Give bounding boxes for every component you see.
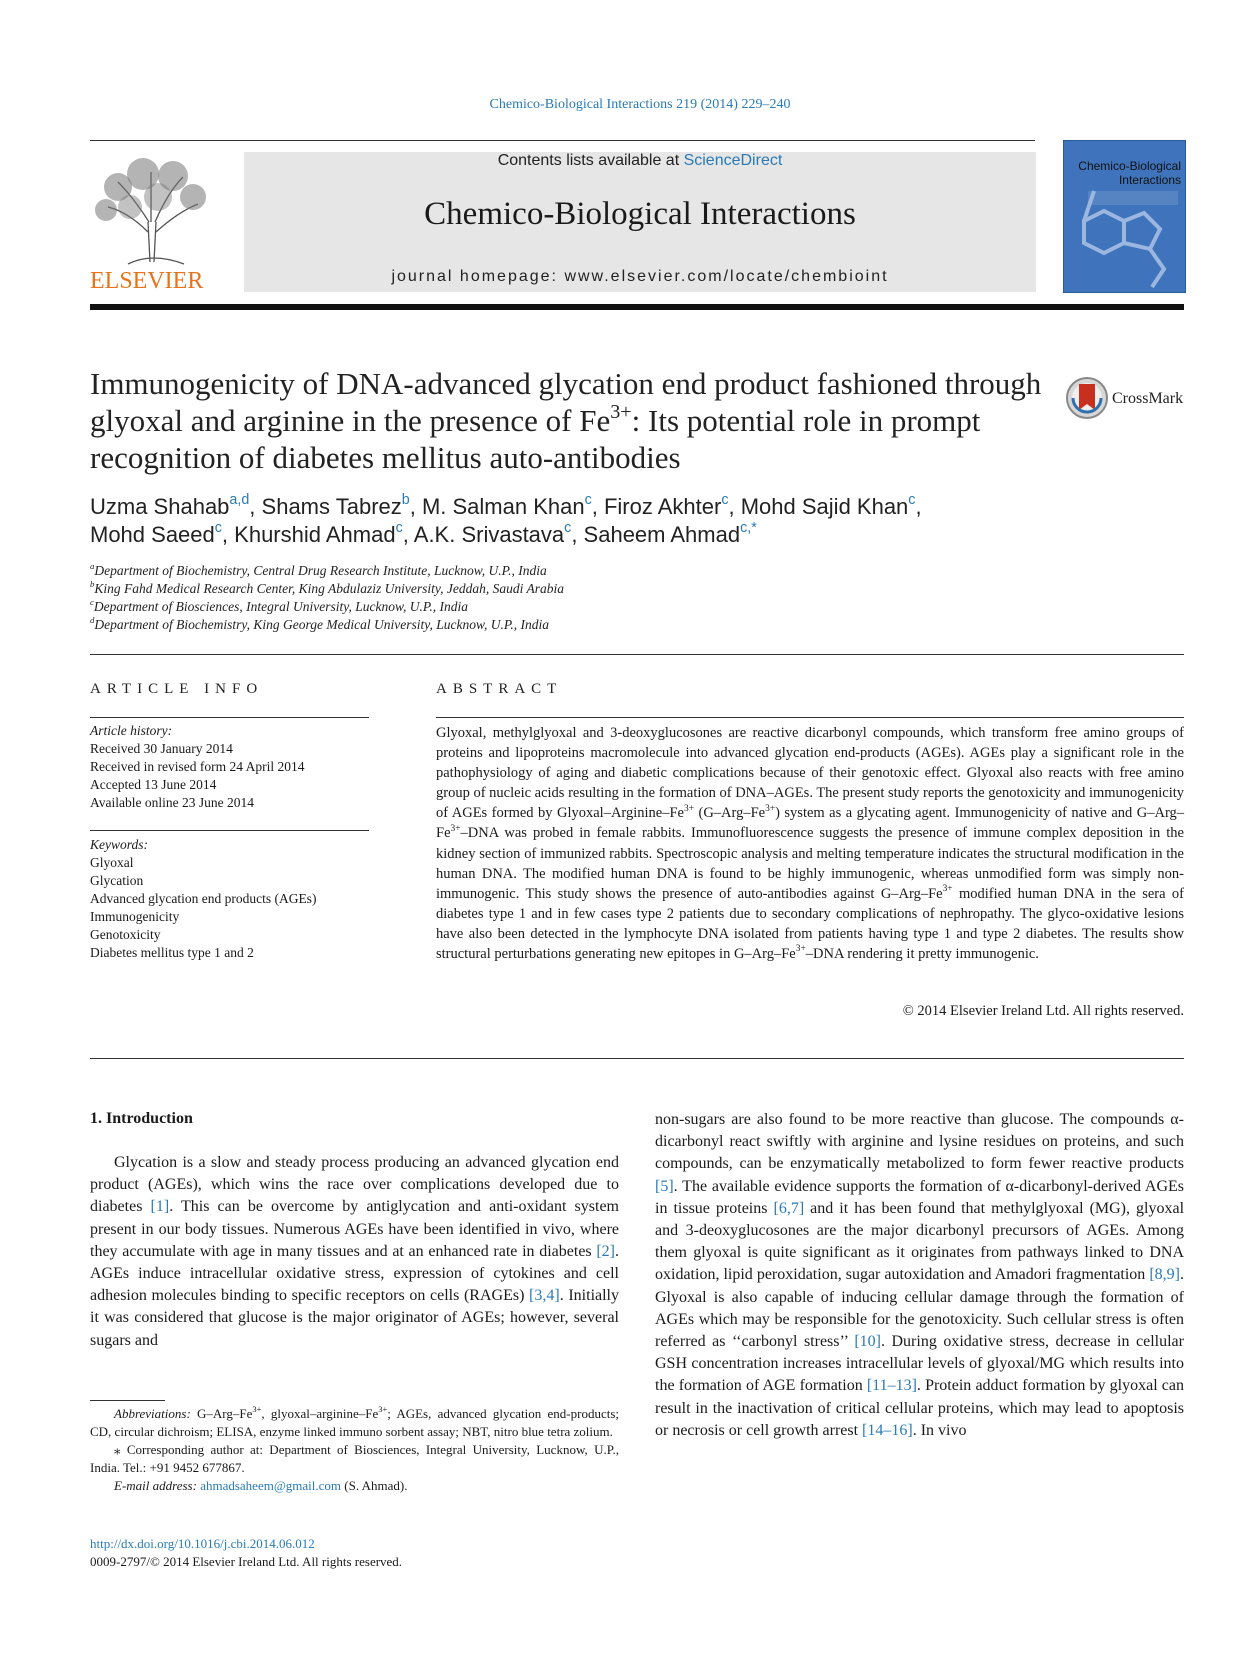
author: Uzma Shahab$^{a,d}$, (90, 492, 262, 519)
author: Khurshid Ahmad$^c$, (234, 520, 414, 547)
issn-copyright: 0009-2797/© 2014 Elsevier Ireland Ltd. All rights reserved. (90, 1554, 403, 1569)
email-footnote: E-mail address: ahmadsaheem@gmail.com (S. Ahmad). (114, 1478, 408, 1493)
keyword: Glycation (90, 873, 144, 888)
affiliation: $^c$Department of Biosciences, Integral University, Lucknow, U.P., India (90, 596, 468, 614)
author: A.K. Srivastava$^c$, (413, 520, 584, 547)
article-history (90, 722, 370, 812)
history-item: Accepted 13 June 2014 (90, 777, 217, 792)
affiliation: $^a$Department of Biochemistry, Central Drug Research Institute, Lucknow, U.P., India (90, 560, 547, 578)
abstract-rule (436, 717, 1184, 718)
citation-link[interactable]: [10] (854, 1333, 881, 1351)
abstract-heading: ABSTRACT (436, 681, 563, 697)
article-info-rule (90, 717, 369, 718)
title-superscript: 3+ (610, 400, 632, 423)
author: Shams Tabrez$^b$, (261, 492, 422, 519)
contents-available-line (244, 152, 1036, 170)
citation-link[interactable]: [6,7] (773, 1199, 805, 1217)
journal-name: Chemico-Biological Interactions (424, 196, 856, 232)
author: Saheem Ahmad$^{c,*}$ (583, 520, 757, 547)
header-thick-rule (90, 304, 1184, 310)
article-title (90, 365, 1050, 476)
affiliation: $^b$King Fahd Medical Research Center, King Abdulaziz University, Jeddah, Saudi Arabia (90, 578, 564, 596)
citation-link[interactable]: [2] (596, 1242, 615, 1260)
citation-link[interactable]: [11–13] (866, 1377, 917, 1395)
abstract-text: Glyoxal, methylglyoxal and 3-deoxyglucosones are reactive dicarbonyl compounds, which transform free amino groups of proteins and lipoproteins macromolecule into advanced glycation end-products (AGEs). AGEs play a significant role in the pathophysiology of aging and diabetic complications because of their genotoxic effect. Glyoxal also reacts with free amino group of nucleic acids resulting in the formation of DNA–AGEs. The present study reports the genotoxicity and immunogenicity of AGEs formed by Glyoxal–$Arginine-Fe^{3+}$ $(G-Arg-Fe^{3+})$ system as a glycating agent. Immunogenicity of native and $G-Arg-Fe^{3+}$–DNA was probed in female rabbits. Immunofluorescence suggests the presence of immune complex deposition in the kidney section of immunized rabbits. Spectroscopic analysis and melting temperature indicates the structural modification in the human DNA. The modified human DNA is found to be highly immunogenic, whereas unmodified form was simply non-immunogenic. This study shows the presence of auto-antibodies against $G-Arg-Fe^{3+}$ modified human DNA in the sera of diabetes type 1 and in few cases type 2 patients due to secondary complications of nephropathy. The glyco-oxidative lesions have also been detected in the lymphocyte DNA isolated from patients having type 1 and type 2 diabetes. The results show structural perturbations generating new epitopes in $G-Arg-Fe^{3+}$–DNA rendering it pretty immunogenic. (436, 725, 1185, 963)
author-list (90, 493, 1090, 549)
abstract-copyright: © 2014 Elsevier Ireland Ltd. All rights reserved. (902, 1003, 1184, 1019)
history-item: Received in revised form 24 April 2014 (90, 759, 305, 774)
affiliation: $^d$Department of Biochemistry, King George Medical University, Lucknow, U.P., India (90, 614, 549, 632)
sciencedirect-link[interactable]: ScienceDirect (683, 152, 783, 169)
keyword: Glyoxal (90, 855, 134, 870)
crossmark-badge[interactable] (1065, 376, 1195, 420)
keyword: Genotoxicity (90, 927, 161, 942)
author: Firoz Akhter$^c$, (603, 492, 741, 519)
keyword: Advanced glycation end products (AGEs) (90, 891, 317, 906)
introduction-paragraph-right: non-sugars are also found to be more reactive than glucose. The compounds α-dicarbonyl react swiftly with arginine and lysine residues on proteins, and such compounds, can be enzymatically metabolized to form fewer reactive products [5]. The available evidence supports the formation of α-dicarbonyl-derived AGEs in tissue proteins [6,7] and it has been found that methylglyoxal (MG), glyoxal and 3-deoxyglucosones are the major dicarbonyl precursors of AGEs. Among them glyoxal is quite significant as it originates from pathways linked to DNA oxidation, lipid peroxidation, sugar autoxidation and Amadori fragmentation [8,9]. Glyoxal is also capable of inducing cellular damage through the formation of AGEs which may be responsible for the genotoxicity. Such cellular stress is often referred as ‘‘carbonyl stress’’ [10]. During oxidative stress, decrease in cellular GSH concentration increases intracellular levels of glyoxal/MG which results into the formation of AGE formation [11–13]. Protein adduct formation by glyoxal can result in the inactivation of critical cellular proteins, which may lead to apoptosis or necrosis or cell growth arrest [14–16]. In vivo (655, 1111, 1185, 1439)
corresponding-author-footnote: ⁎ Corresponding author at: Department of Biosciences, Integral University, Lucknow, U.P., India. Tel.: +91 9452 677867. (90, 1442, 619, 1475)
elsevier-logo (88, 152, 216, 294)
header-top-rule (90, 140, 1035, 141)
history-item: Received 30 January 2014 (90, 741, 233, 756)
abstract-bottom-rule (90, 1058, 1184, 1059)
crossmark-label: CrossMark (1112, 390, 1184, 407)
citation-link[interactable]: [1] (150, 1198, 170, 1216)
doi-link[interactable]: http://dx.doi.org/10.1016/j.cbi.2014.06.012 (90, 1536, 315, 1551)
journal-homepage[interactable]: journal homepage: www.elsevier.com/locate/chembioint (391, 268, 889, 285)
footnote-rule (90, 1400, 165, 1401)
crossmark-icon (1065, 376, 1109, 420)
molecule-graphic-icon (1064, 141, 1185, 292)
email-link[interactable]: ahmadsaheem@gmail.com (200, 1478, 342, 1493)
elsevier-tree-icon (88, 152, 216, 294)
history-label: Article history: (90, 723, 173, 738)
citation-link[interactable]: [14–16] (862, 1421, 913, 1439)
author: Mohd Sajid Khan$^c$, (740, 492, 922, 519)
article-info-heading: ARTICLE INFO (90, 681, 264, 697)
author: Mohd Saeed$^c$, (90, 520, 235, 547)
cover-title: Chemico-Biological Interactions (1078, 159, 1181, 187)
citation-link[interactable]: [3,4] (529, 1287, 560, 1305)
title-part-2: : Its potential role in prompt recognition of diabetes mellitus auto-antibodies (90, 403, 981, 475)
keywords-rule (90, 830, 369, 831)
abbreviations-footnote: Abbreviations: $G-Arg-Fe^{3+}$, glyoxal–$arginine-Fe^{3+}$; AGEs, advanced glycation end-products; CD, circular dichroism; ELISA, enzyme linked immuno sorbent assay; NBT, nitro blue tetra zolium. (90, 1403, 619, 1439)
keyword: Immunogenicity (90, 909, 180, 924)
title-part-1: Immunogenicity of DNA-advanced glycation end product fashioned through glyoxal and arginine in the presence of Fe (90, 366, 1042, 438)
history-item: Available online 23 June 2014 (90, 795, 254, 810)
introduction-paragraph-left: Glycation is a slow and steady process producing an advanced glycation end product (AGEs), which wins the race over complications developed due to diabetes [1]. This can be overcome by antiglycation and anti-oxidant system present in our body tissues. Numerous AGEs have been identified in vivo, where they accumulate with age in many tissues and at an enhanced rate in diabetes [2]. AGEs induce intracellular oxidative stress, expression of cytokines and cell adhesion molecules binding to specific receptors on cells (RAGEs) [3,4]. Initially it was considered that glucose is the major originator of AGEs; however, several sugars and (90, 1154, 620, 1349)
journal-cover-image (1063, 140, 1186, 293)
journal-reference-link[interactable]: Chemico-Biological Interactions 219 (2014) 229–240 (489, 97, 791, 112)
keyword: Diabetes mellitus type 1 and 2 (90, 945, 254, 960)
affiliations-rule (90, 654, 1184, 655)
citation-link[interactable]: [5] (655, 1177, 674, 1195)
affiliations (90, 562, 990, 634)
contents-prefix: Contents lists available at (497, 152, 684, 169)
author: M. Salman Khan$^c$, (421, 492, 604, 519)
elsevier-wordmark: ELSEVIER (90, 268, 204, 294)
section-heading-introduction: 1. Introduction (90, 1110, 193, 1127)
footnotes (90, 1405, 619, 1495)
keywords-label: Keywords: (90, 837, 148, 852)
keywords (90, 836, 370, 962)
citation-link[interactable]: [8,9] (1149, 1266, 1180, 1284)
